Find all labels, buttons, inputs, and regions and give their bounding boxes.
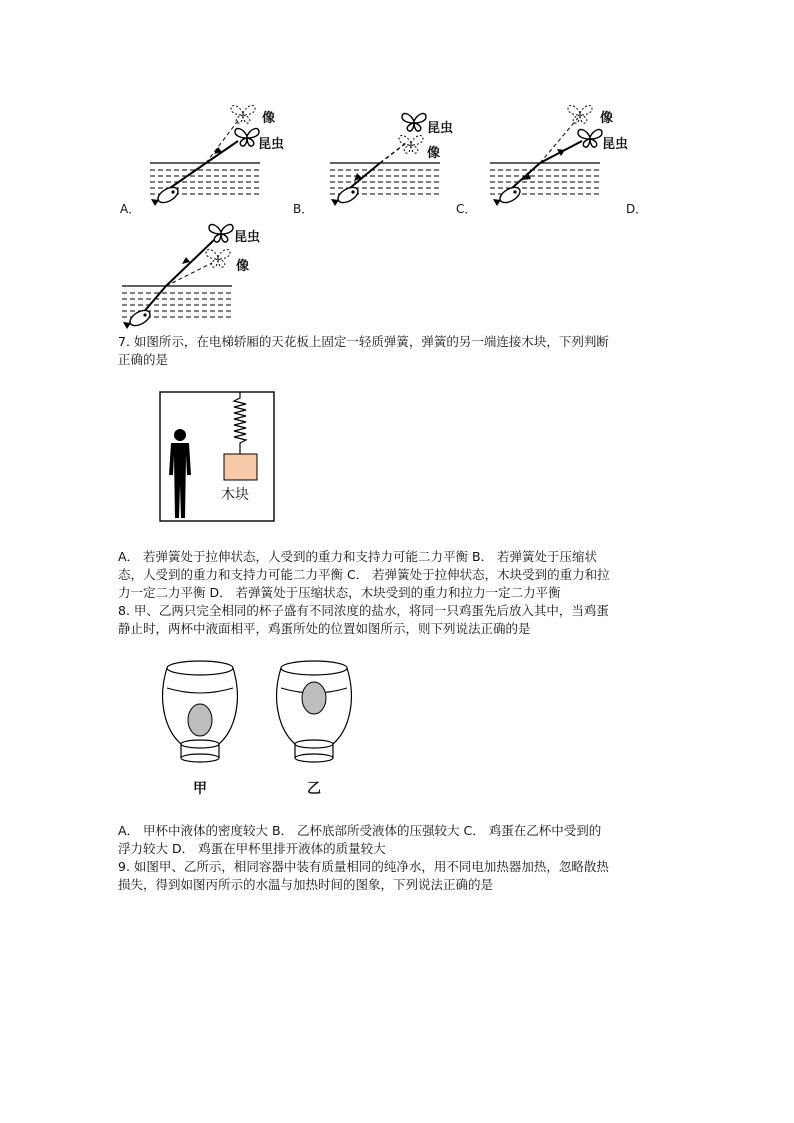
q9-stem-line1: 9. 如图甲、乙所示，相同容器中装有质量相同的纯净水，用不同电加热器加热，忽略散热 (118, 859, 609, 874)
q6-option-a-figure (150, 106, 260, 206)
egg-jia (188, 704, 212, 736)
q6-d-insect-label: 昆虫 (234, 230, 261, 245)
q6-option-b-label: B． (293, 202, 314, 216)
q6-option-c-label: C． (456, 202, 477, 216)
q6-a-insect-label: 昆虫 (258, 137, 285, 152)
person-head (174, 429, 186, 441)
q7-options-line2: 态，人受到的重力和支持力可能二力平衡 C． 若弹簧处于拉伸状态，木块受到的重力和拉 (118, 567, 610, 582)
q7-stem-line2: 正确的是 (118, 352, 169, 367)
egg-yi (302, 682, 326, 714)
q6-d-image-label: 像 (236, 259, 250, 274)
wood-block (224, 454, 257, 480)
q8-cup-label-yi: 乙 (307, 781, 321, 797)
q6-diagrams (0, 0, 794, 340)
q7-elevator-figure (158, 390, 278, 525)
q6-option-b-figure (330, 114, 440, 206)
q8-cup-label-jia: 甲 (193, 781, 207, 797)
q6-b-insect-label: 昆虫 (427, 121, 454, 136)
q8-cups-figure (150, 660, 370, 770)
q6-b-image-label: 像 (427, 146, 441, 161)
q6-option-d-label: D． (626, 202, 648, 216)
q6-c-insect-label: 昆虫 (602, 137, 629, 152)
cup-jia (163, 661, 238, 762)
q8-options-line2: 浮力较大 D． 鸡蛋在甲杯里排开液体的质量较大 (118, 841, 386, 856)
q6-option-a-label: A． (120, 202, 141, 216)
q6-c-image-label: 像 (600, 111, 614, 126)
q7-block-label: 木块 (221, 487, 249, 503)
q6-option-c-figure (490, 106, 602, 206)
q7-options-line3: 力一定二力平衡 D． 若弹簧处于压缩状态，木块受到的重力和拉力一定二力平衡 (118, 585, 561, 600)
q6-a-image-label: 像 (262, 111, 276, 126)
cup-yi (277, 661, 352, 762)
q8-stem-line1: 8. 甲、乙两只完全相同的杯子盛有不同浓度的盐水，将同一只鸡蛋先后放入其中，当鸡蛋 (118, 603, 609, 618)
q9-stem-line2: 损失，得到如图丙所示的水温与加热时间的图象，下列说法正确的是 (118, 877, 494, 892)
q8-options-line1: A． 甲杯中液体的密度较大 B． 乙杯底部所受液体的压强较大 C． 鸡蛋在乙杯中受到的 (118, 823, 602, 838)
q7-stem-line1: 7. 如图所示，在电梯轿厢的天花板上固定一轻质弹簧，弹簧的另一端连接木块，下列判断 (118, 334, 609, 349)
q7-options-line1: A． 若弹簧处于拉伸状态，人受到的重力和支持力可能二力平衡 B． 若弹簧处于压缩状 (118, 549, 598, 564)
q6-option-d-figure (122, 225, 233, 329)
q8-stem-line2: 静止时，两杯中液面相平，鸡蛋所处的位置如图所示，则下列说法正确的是 (118, 621, 531, 636)
